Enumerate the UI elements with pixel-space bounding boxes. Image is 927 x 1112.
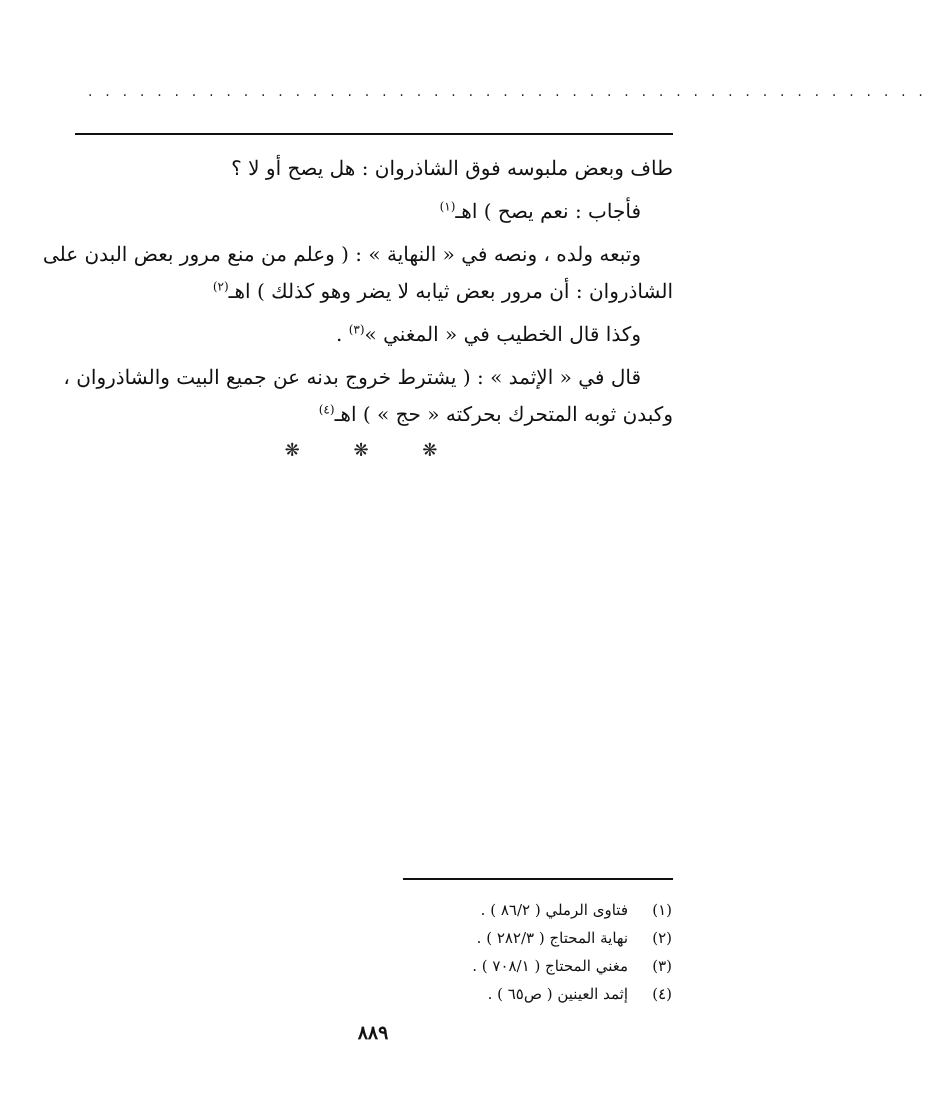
footnote-text: إثمد العينين ( ص٦٥ ) . xyxy=(487,985,628,1003)
footnote-item xyxy=(300,896,672,924)
section-separator-stars: ❋ ❋ ❋ xyxy=(284,440,462,461)
footnote-rule xyxy=(403,878,673,880)
paragraph-1 xyxy=(75,150,673,187)
text-line-wrap xyxy=(75,273,673,310)
footnote-number: (٤) xyxy=(652,985,672,1003)
footnote-ref-4: (٤) xyxy=(318,402,335,417)
footnote-number: (٣) xyxy=(652,957,672,975)
header-rule xyxy=(75,133,673,135)
footnote-item xyxy=(300,924,672,952)
page-number: ٨٨٩ xyxy=(357,1022,389,1044)
text-line: الشاذروان : أن مرور بعض ثيابه لا يضر وهو كذلك ) اهـ xyxy=(228,279,673,303)
footnote-text: نهاية المحتاج ( ٢٨٢/٣ ) . xyxy=(476,929,628,947)
text-line: وكذا قال الخطيب في « المغني » xyxy=(364,322,641,346)
main-text xyxy=(42,150,673,439)
paragraph-2 xyxy=(75,193,673,230)
header-dotted-line: . . . . . . . . . . . . . . . . . . . . . . . . . . . . . . . . . . . . . . . . . . . . . . . . . xyxy=(88,84,927,100)
footnote-ref-1: (١) xyxy=(439,199,456,214)
footnote-number: (١) xyxy=(652,901,672,919)
footnote-ref-3: (٣) xyxy=(348,322,365,337)
footnote-ref-2: (٢) xyxy=(212,279,229,294)
footnote-item xyxy=(300,952,672,980)
text-line: وكبدن ثوبه المتحرك بحركته « حج » ) اهـ xyxy=(334,402,673,426)
text-end: . xyxy=(335,322,349,346)
footnotes xyxy=(300,896,672,1008)
paragraph-5 xyxy=(63,359,673,433)
text-line: قال في « الإثمد » : ( يشترط خروج بدنه عن جميع البيت والشاذروان ، xyxy=(63,365,641,389)
text-line-wrap xyxy=(75,396,673,433)
footnote-text: مغني المحتاج ( ٧٠٨/١ ) . xyxy=(472,957,628,975)
paragraph-4 xyxy=(75,316,673,353)
text-line: فأجاب : نعم يصح ) اهـ xyxy=(455,199,641,223)
footnote-text: فتاوى الرملي ( ٨٦/٢ ) . xyxy=(480,901,628,919)
text-line: طاف وبعض ملبوسه فوق الشاذروان : هل يصح أو لا ؟ xyxy=(231,156,673,180)
footnote-item xyxy=(300,980,672,1008)
footnote-number: (٢) xyxy=(652,929,672,947)
text-line: وتبعه ولده ، ونصه في « النهاية » : ( وعلم من منع مرور بعض البدن على xyxy=(42,242,641,266)
paragraph-3 xyxy=(42,236,673,310)
